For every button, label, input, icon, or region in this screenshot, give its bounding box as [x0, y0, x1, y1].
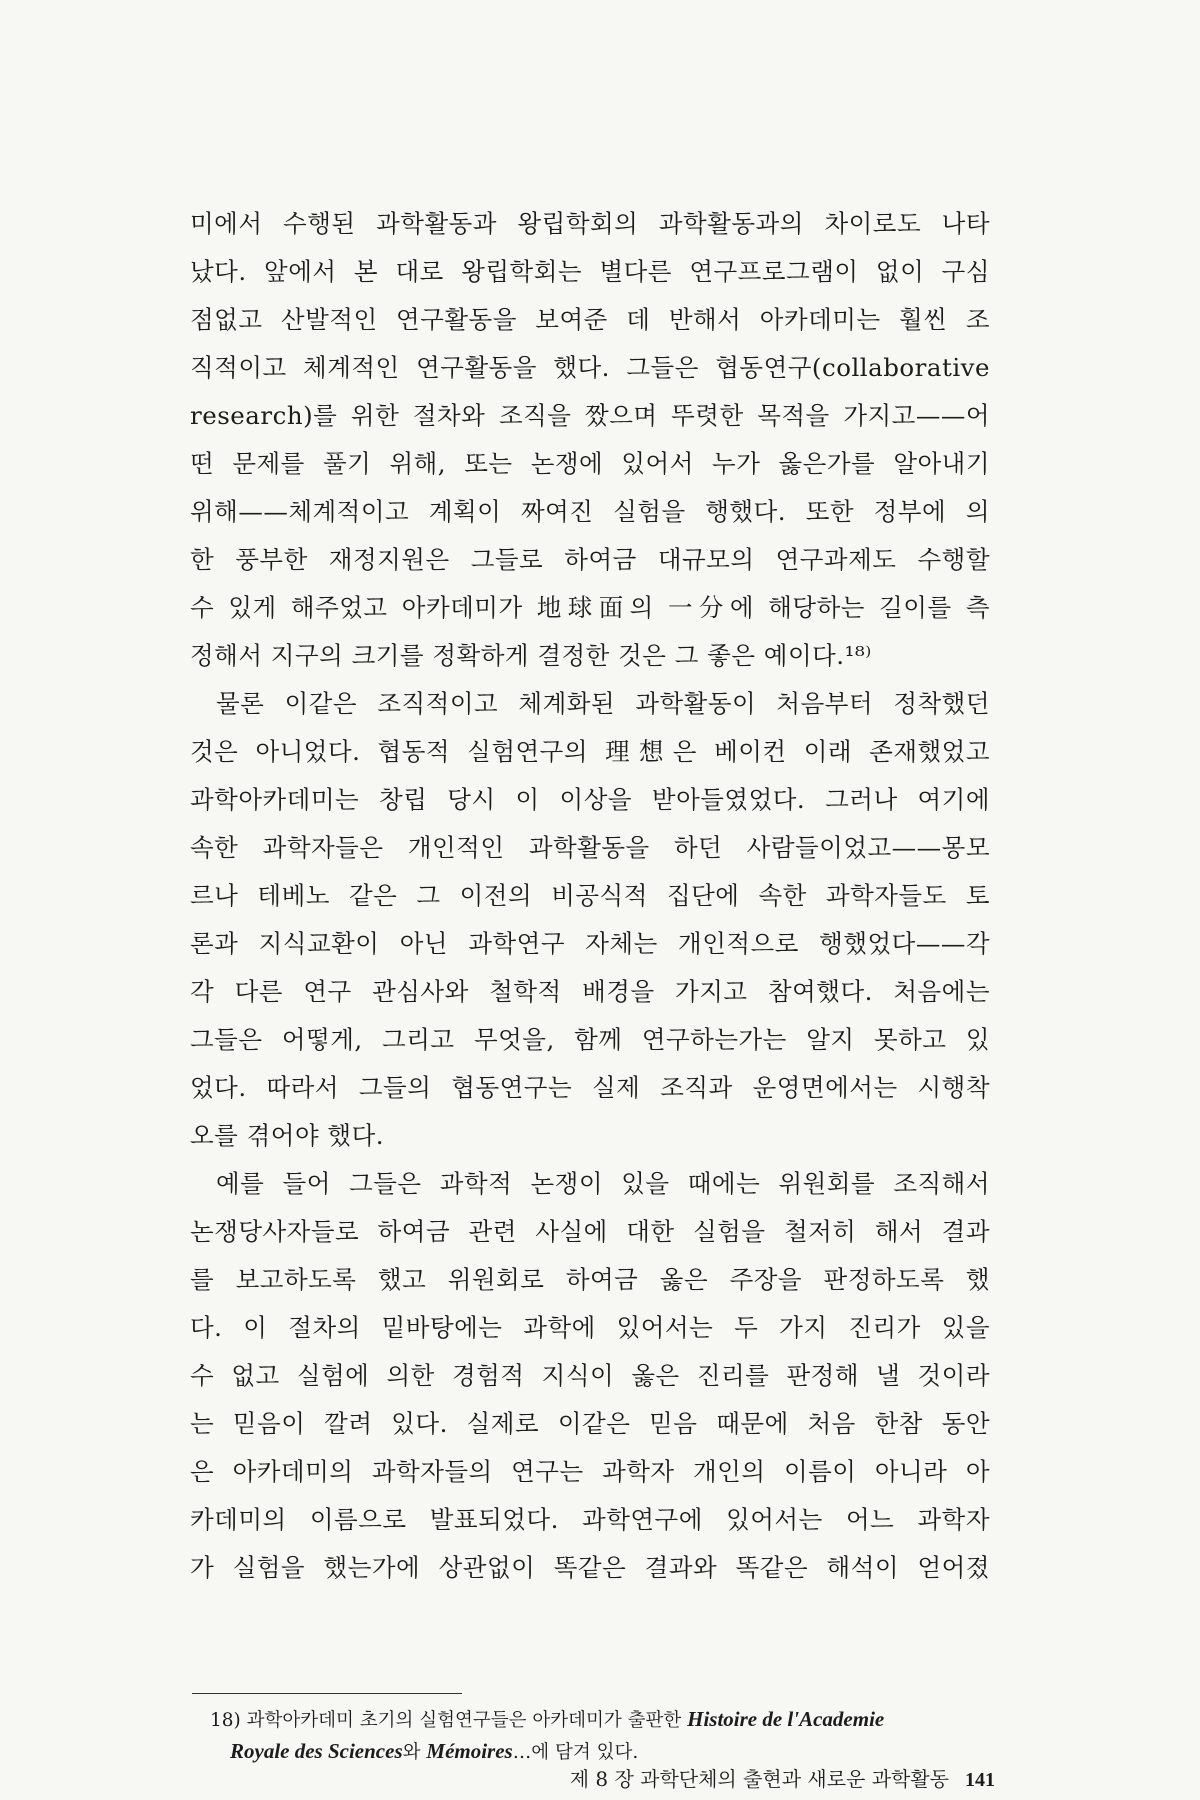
footnote	[210, 1703, 1000, 1767]
text-line: 미에서 수행된 과학활동과 왕립학회의 과학활동과의 차이로도 나타	[190, 209, 990, 238]
text-line: 었다. 따라서 그들의 협동연구는 실제 조직과 운영면에서는 시행착	[190, 1073, 990, 1102]
footnote-connector: 와	[402, 1742, 421, 1763]
text-line: 났다. 앞에서 본 대로 왕립학회는 별다른 연구프로그램이 없이 구심	[190, 257, 990, 286]
page-number: 141	[965, 1769, 995, 1791]
text-line: 물론 이같은 조직적이고 체계화된 과학활동이 처음부터 정착했던	[216, 689, 990, 718]
footnote-title: Histoire de l'Academie	[687, 1707, 885, 1731]
body-text	[190, 200, 990, 1592]
footnote-line	[210, 1703, 1000, 1735]
footnote-divider	[192, 1693, 462, 1694]
text-line: 다. 이 절차의 밑바탕에는 과학에 있어서는 두 가지 진리가 있을	[190, 1313, 990, 1342]
text-line: 은 아카데미의 과학자들의 연구는 과학자 개인의 이름이 아니라 아	[190, 1457, 990, 1486]
footnote-text: 과학아카데미 초기의 실험연구들은 아카데미가 출판한	[246, 1710, 682, 1731]
text-line: 직적이고 체계적인 연구활동을 했다. 그들은 협동연구(collaborative	[190, 353, 990, 382]
text-line: 오를 겪어야 했다.	[190, 1121, 385, 1150]
text-line: 가 실험을 했는가에 상관없이 똑같은 결과와 똑같은 해석이 얻어졌	[190, 1553, 990, 1582]
text-line: 속한 과학자들은 개인적인 과학활동을 하던 사람들이었고——몽모	[190, 833, 990, 862]
text-line: 르나 테베노 같은 그 이전의 비공식적 집단에 속한 과학자들도 토	[190, 881, 990, 910]
text-line: 정해서 지구의 크기를 정확하게 결정한 것은 그 좋은 예이다.¹⁸⁾	[190, 641, 872, 670]
page-footer	[420, 1764, 995, 1795]
text-line: 것은 아니었다. 협동적 실험연구의 理想은 베이컨 이래 존재했었고	[190, 737, 990, 766]
text-line: 각 다른 연구 관심사와 철학적 배경을 가지고 참여했다. 처음에는	[190, 977, 990, 1006]
text-line: research)를 위한 절차와 조직을 짰으며 뚜렷한 목적을 가지고——어	[190, 401, 990, 430]
text-line: 한 풍부한 재정지원은 그들로 하여금 대규모의 연구과제도 수행할	[190, 545, 990, 574]
text-line: 점없고 산발적인 연구활동을 보여준 데 반해서 아카데미는 훨씬 조	[190, 305, 990, 334]
footnote-title: Royale des Sciences	[230, 1739, 403, 1763]
text-line: 론과 지식교환이 아닌 과학연구 자체는 개인적으로 행했었다——각	[190, 929, 990, 958]
text-line: 논쟁당사자들로 하여금 관련 사실에 대한 실험을 철저히 해서 결과	[190, 1217, 990, 1246]
text-line: 떤 문제를 풀기 위해, 또는 논쟁에 있어서 누가 옳은가를 알아내기	[190, 449, 990, 478]
footnote-line	[210, 1735, 1000, 1767]
text-line: 카데미의 이름으로 발표되었다. 과학연구에 있어서는 어느 과학자	[190, 1505, 990, 1534]
footnote-text: …에 담겨 있다.	[512, 1742, 639, 1763]
text-line: 예를 들어 그들은 과학적 논쟁이 있을 때에는 위원회를 조직해서	[216, 1169, 990, 1198]
text-line: 수 없고 실험에 의한 경험적 지식이 옳은 진리를 판정해 낼 것이라	[190, 1361, 990, 1390]
text-line: 과학아카데미는 창립 당시 이 이상을 받아들였었다. 그러나 여기에	[190, 785, 990, 814]
text-line: 수 있게 해주었고 아카데미가 地球面의 一分에 해당하는 길이를 측	[190, 593, 990, 622]
text-line: 를 보고하도록 했고 위원회로 하여금 옳은 주장을 판정하도록 했	[190, 1265, 990, 1294]
footnote-number: 18)	[210, 1710, 241, 1731]
text-line: 는 믿음이 깔려 있다. 실제로 이같은 믿음 때문에 처음 한참 동안	[190, 1409, 990, 1438]
text-line: 그들은 어떻게, 그리고 무엇을, 함께 연구하는가는 알지 못하고 있	[190, 1025, 990, 1054]
text-line: 위해——체계적이고 계획이 짜여진 실험을 행했다. 또한 정부에 의	[190, 497, 990, 526]
chapter-title: 제 8 장 과학단체의 출현과 새로운 과학활동	[569, 1767, 949, 1791]
footnote-title: Mémoires	[426, 1739, 513, 1763]
